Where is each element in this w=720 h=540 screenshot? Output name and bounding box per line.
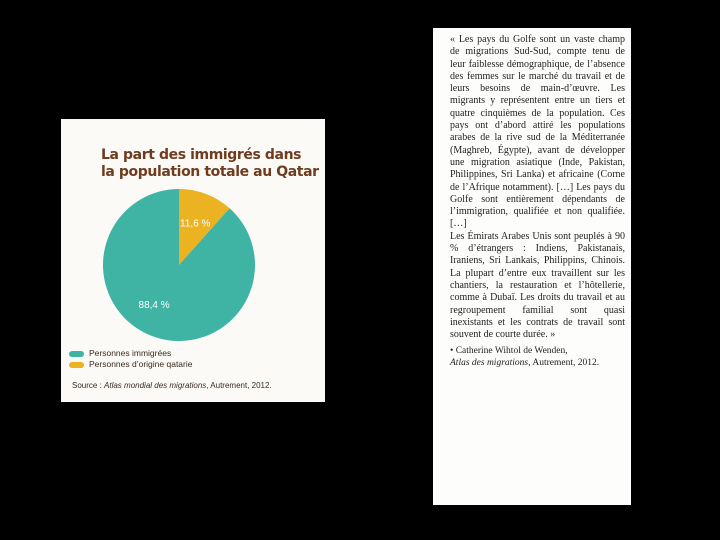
quote-paragraph-1: « Les pays du Golfe sont un vaste champ de migrations Sud-Sud, compte tenu de leur faiblesse démographique, de l’absence des femmes sur le marché du travail et de leurs besoins de main-d’œuvre. Les migrants y représentent entre un tiers et quatre cinquièmes de la population. Ces pays ont d’abord attiré les populations arabes de la rive sud de la Méditerranée (Maghreb, Égypte), avant de développer une migration asiatique (Inde, Pakistan, Philippines, Sri Lanka) et africaine (Corne de l’Afrique notamment). […] Les pays du Golfe sont entièrement dépendants de l’immigration, qualifiée et non qualifiée. […]	[450, 34, 625, 230]
chart-card	[61, 119, 325, 402]
pie-label-qatari: 11,6 %	[180, 218, 211, 230]
chart-title-line-1: La part des immigrés dans	[101, 147, 302, 163]
chart-title	[101, 147, 319, 181]
legend-swatch-qatari	[69, 362, 84, 368]
legend-item-immigres	[69, 348, 192, 359]
quote-book-suffix: , Autrement, 2012.	[528, 358, 600, 369]
source-suffix: , Autrement, 2012.	[206, 381, 272, 390]
legend-swatch-immigres	[69, 351, 84, 357]
pie-chart-svg	[101, 187, 257, 343]
quote-paragraph-2: Les Émirats Arabes Unis sont peuplés à 90 % d’étrangers : Indiens, Pakistanais, Iraniens, Sri Lankais, Philippins, Chinois. La plupart d’entre eux travaillent sur les chantiers, la restauration et l’hôtellerie, comme à Dubaï. Les droits du travail et au regroupement familial sont quasi inexistants et les contrats de travail sont souvent de courte durée. »	[450, 230, 625, 341]
quote-source	[450, 357, 625, 369]
source-prefix: Source :	[72, 381, 105, 390]
source-title: Atlas mondial des migrations	[104, 381, 207, 390]
legend-label-qatari: Personnes d’origine qatarie	[89, 359, 193, 369]
chart-source	[72, 381, 272, 390]
legend-label-immigres: Personnes immigrées	[89, 348, 172, 358]
quote-column	[433, 28, 631, 505]
quote-body	[450, 34, 625, 341]
quote-attribution	[450, 345, 625, 369]
legend-item-qatari	[69, 359, 192, 370]
pie-chart	[101, 187, 257, 343]
quote-author: • Catherine Wihtol de Wenden,	[450, 346, 568, 357]
quote-book-title: Atlas des migrations	[450, 358, 529, 369]
pie-slice-immigres	[103, 189, 255, 341]
chart-title-line-2: la population totale au Qatar	[101, 164, 319, 180]
pie-label-immigres: 88,4 %	[138, 300, 170, 312]
chart-legend	[69, 348, 192, 370]
